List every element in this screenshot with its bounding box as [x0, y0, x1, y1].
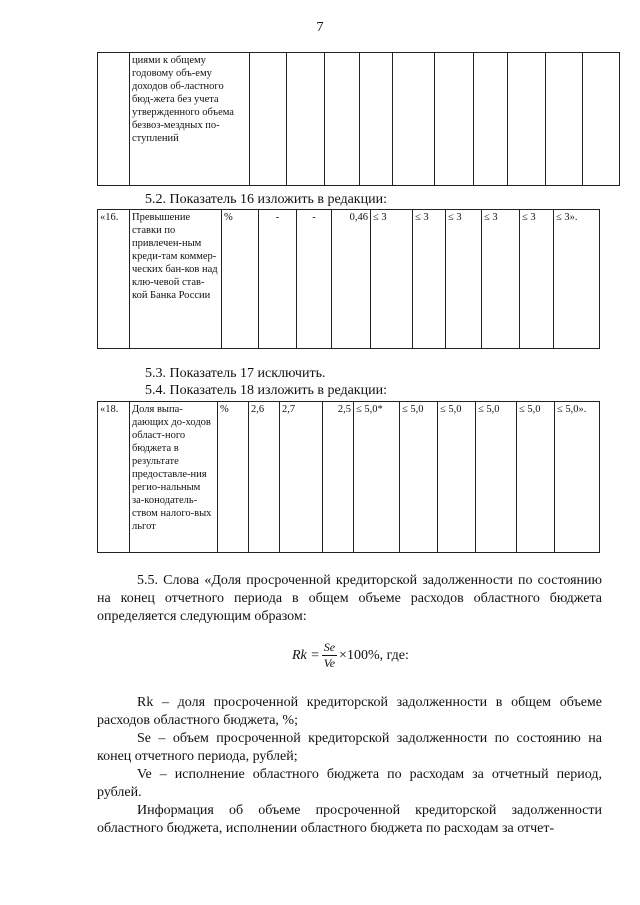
cell-value: -: [259, 210, 297, 349]
cell-indicator: циями к общему годовому объ-ему доходов об-ластного бюд-жета без учета утвержденного объема безвоз-мездных по-ступлений: [130, 53, 250, 186]
cell-num: «18.: [98, 402, 130, 553]
cell-indicator-name: Превышение ставки по привлечен-ным креди-там коммер-ческих бан-ков над клю-чевой став-кой Банка России: [130, 210, 222, 349]
paragraph-info: Информация об объеме просроченной кредиторской задолженности областного бюджета, исполнении областного бюджета по расходам за отчет-: [97, 803, 602, 836]
cell-num: «16.: [98, 210, 130, 349]
definition-ve: Ve – исполнение областного бюджета по расходам за отчетный период, рублей.: [97, 767, 602, 800]
cell-value: ≤ 3: [413, 210, 446, 349]
formula-denominator: Ve: [323, 656, 336, 670]
cell-value: ≤ 5,0: [517, 402, 555, 553]
heading-5-2: 5.2. Показатель 16 изложить в редакции:: [145, 192, 387, 207]
cell-value: ≤ 3: [520, 210, 554, 349]
table-continuation: [97, 52, 620, 186]
formula-lhs: Rk =: [292, 647, 320, 663]
cell-value: ≤ 3: [371, 210, 413, 349]
cell-indicator-name: Доля выпа-дающих до-ходов област-ного бюджета в результате предоставле-ния регио-нальным за-конодатель-ством налого-вых льгот: [130, 402, 218, 553]
cell-value: 0,46: [332, 210, 371, 349]
cell-value: 2,7: [280, 402, 323, 553]
formula-rk: [292, 640, 409, 671]
formula-fraction: [322, 640, 337, 671]
table-indicator-16: [97, 209, 600, 349]
cell-value: ≤ 5,0: [400, 402, 438, 553]
cell-value: ≤ 5,0: [476, 402, 517, 553]
table-indicator-18: [97, 401, 600, 553]
paragraph-5-5: 5.5. Слова «Доля просроченной кредиторской задолженности по состоянию на конец отчетного периода в общем объеме расходов областного бюджета определяется следующим образом:: [97, 573, 602, 624]
definition-se: Se – объем просроченной кредиторской задолженности по состоянию на конец отчетного периода, рублей;: [97, 731, 602, 764]
definition-rk: Rk – доля просроченной кредиторской задолженности в общем объеме расходов областного бюджета, %;: [97, 695, 602, 728]
heading-5-4: 5.4. Показатель 18 изложить в редакции:: [145, 383, 387, 398]
page-number: 7: [316, 20, 324, 35]
formula-numerator: Se: [323, 640, 336, 654]
formula-suffix: , где:: [379, 647, 409, 663]
cell-value: ≤ 5,0».: [555, 402, 600, 553]
cell-value: ≤ 3: [446, 210, 482, 349]
cell-unit: %: [218, 402, 249, 553]
cell-value: ≤ 3».: [554, 210, 600, 349]
cell-unit: %: [222, 210, 259, 349]
cell-value: 2,6: [249, 402, 280, 553]
cell-value: -: [297, 210, 332, 349]
cell-value: ≤ 5,0: [438, 402, 476, 553]
cell-num: [98, 53, 130, 186]
heading-5-3: 5.3. Показатель 17 исключить.: [145, 366, 326, 381]
cell-value: ≤ 5,0*: [354, 402, 400, 553]
cell-value: ≤ 3: [482, 210, 520, 349]
cell-value: 2,5: [323, 402, 354, 553]
formula-rest: ×100%: [339, 647, 380, 663]
